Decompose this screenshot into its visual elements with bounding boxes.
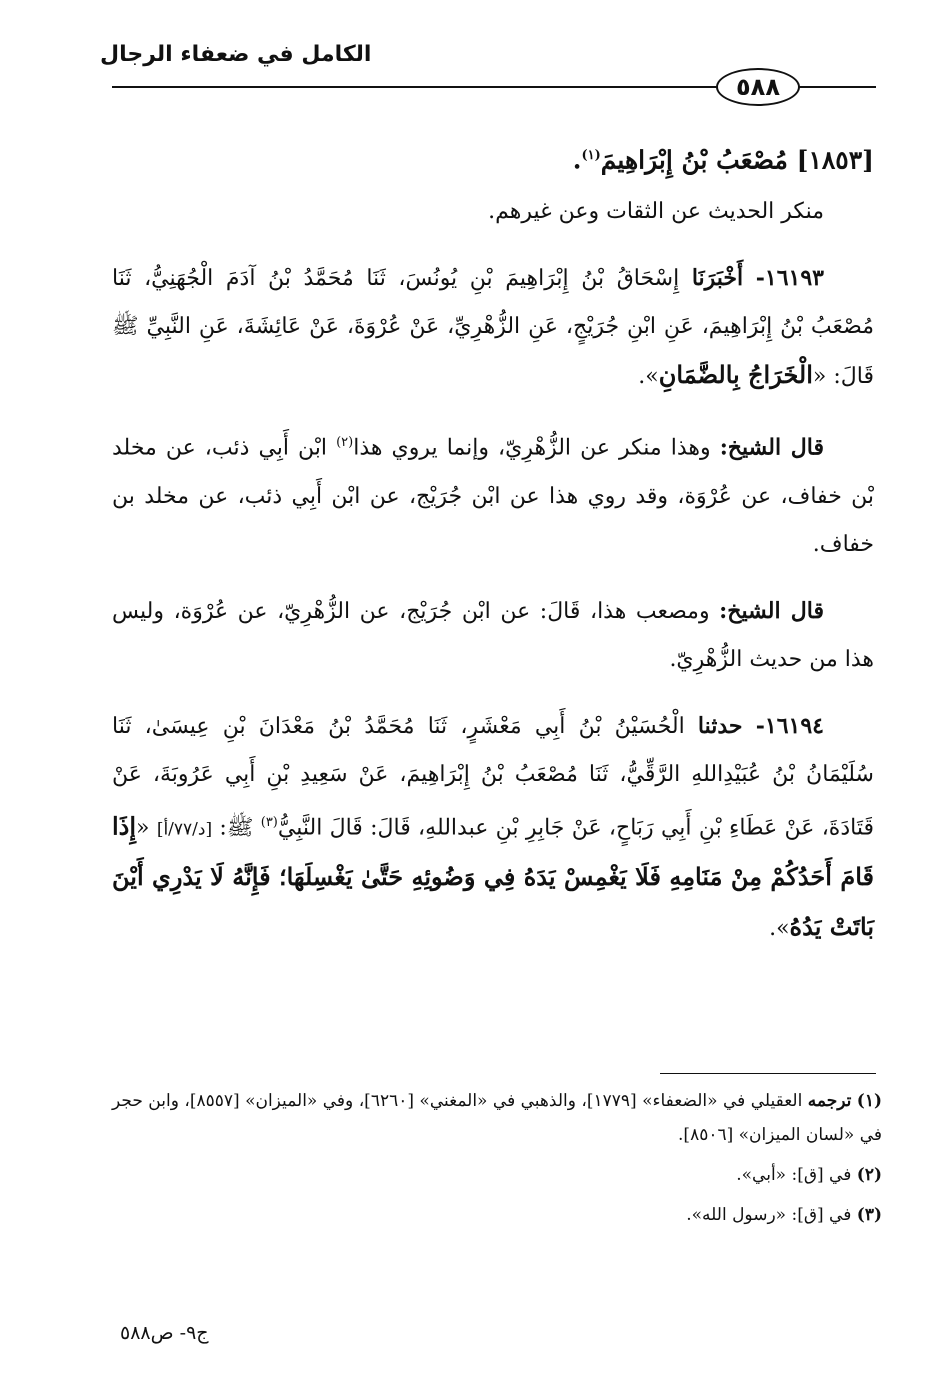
- hadith-isnad: الْحُسَيْنُ بْنُ أَبِي مَعْشَرٍ، ثَنَا مُحَمَّدُ بْنُ مَعْدَانَ بْنِ عِيسَىٰ، ثَنَا سُلَيْمَانُ بْنُ عُبَيْدِاللهِ الرَّقِّيُّ، ثَنَا مُصْعَبُ بْنُ إِبْرَاهِيمَ، عَنْ سَعِيدِ بْنِ أَبِي عَرُوبَةَ، عَنْ قَتَادَةَ، عَنْ عَطَاءِ بْنِ أَبِي رَبَاحٍ، عَنْ جَابِرِ بْنِ عبداللهِ، قَالَ: قَالَ النَّبِيُّ: [112, 713, 874, 840]
- hadith-16194: [112, 702, 874, 953]
- shaykh-text-b: ابْن أَبِي ذئب، عن مخلد بْن خفاف، عن عُرْوَة، وقد روي هذا عن ابْن جُرَيْج، عن ابْن أَبِي ذئب، عن مخلد بن خفاف.: [112, 435, 874, 557]
- footnote-number: (١): [856, 1091, 882, 1111]
- hadith-isnad: إِسْحَاقُ بْنُ إِبْرَاهِيمَ بْنِ يُونُسَ، ثَنَا مُحَمَّدُ بْنُ آدَمَ الْجُهَنِيُّ، ثَنَا مُصْعَبُ بْنُ إِبْرَاهِيمَ، عَنِ ابْنِ جُرَيْجٍ، عَنِ الزُّهْرِيِّ، عَنْ عُرْوَةَ، عَنْ عَائِشَةَ، عَنِ النَّبِيِّ ﷺ قَالَ: «: [112, 266, 874, 390]
- hadith-lead: أَخْبَرَنَا: [691, 265, 744, 292]
- page-number: ٥٨٨: [736, 73, 780, 101]
- shaykh-comment-1: [112, 419, 874, 568]
- footnote-ref-1[interactable]: (١): [581, 148, 601, 163]
- page-number-badge: [716, 68, 800, 106]
- hadith-16193: [112, 254, 874, 401]
- footnote-lead: ترجمه: [807, 1091, 852, 1111]
- entry-name: مُصْعَبُ بْنُ إِبْرَاهِيمَ: [600, 145, 788, 175]
- footnote-number: (٣): [856, 1205, 882, 1225]
- hadith-number: ١٦١٩٣-: [755, 265, 824, 292]
- shaykh-text-a: وهذا منكر عن الزُّهْرِيّ، وإنما يروي هذا: [353, 435, 711, 461]
- footnote-rule: [660, 1073, 876, 1074]
- shaykh-text: ومصعب هذا، قَالَ: عن ابْن جُرَيْج، عن الزُّهْرِيّ، عن عُرْوَة، وليس هذا من حديث الزُّهْرِيّ.: [112, 598, 874, 672]
- running-header-title: الكامل في ضعفاء الرجال: [100, 42, 372, 67]
- footnote-3: [112, 1198, 882, 1232]
- shaykh-comment-2: [112, 587, 874, 684]
- footnote-2: [112, 1158, 882, 1192]
- footnote-text: العقيلي في «الضعفاء» [١٧٧٩]، والذهبي في «المغني» [٦٢٦٠]، وفي «الميزان» [٨٥٥٧]، وابن حجر في «لسان الميزان» [٨٥٠٦].: [112, 1091, 882, 1145]
- footnote-number: (٢): [856, 1165, 882, 1185]
- footnote-ref-3[interactable]: (٣): [260, 814, 278, 830]
- manuscript-ref: [د/٧٧/أ]: [156, 818, 213, 839]
- footnote-1: [112, 1084, 882, 1152]
- footnotes: [112, 1084, 882, 1238]
- page-footer-reference: ج٩- ص٥٨٨: [120, 1322, 209, 1344]
- entry-end: .: [572, 145, 582, 175]
- main-text: [112, 120, 874, 971]
- hadith-salawat: ﷺ:: [219, 814, 254, 840]
- shaykh-label: قال الشيخ:: [719, 597, 824, 624]
- hadith-matn: الْخَرَاجُ بِالضَّمَانِ: [658, 360, 813, 390]
- hadith-open-quote: «: [136, 814, 150, 840]
- entry-number: [١٨٥٣]: [796, 145, 874, 175]
- entry-description: منكر الحديث عن الثقات وعن غيرهم.: [488, 199, 824, 225]
- footnote-ref-2[interactable]: (٢): [336, 435, 354, 451]
- hadith-number: ١٦١٩٤-: [755, 712, 824, 739]
- hadith-lead: حدثنا: [697, 712, 743, 739]
- shaykh-label: قال الشيخ:: [719, 434, 825, 461]
- footnote-text: في [ق]: «رسول الله».: [686, 1205, 852, 1225]
- hadith-end: ».: [638, 364, 659, 390]
- entry-heading: [112, 132, 874, 184]
- hadith-end: ».: [769, 915, 790, 941]
- hadith-matn: إِذَا قَامَ أَحَدُكُمْ مِنْ مَنَامِهِ فَلَا يَغْمِسْ يَدَهُ فِي وَضُوئِهِ حَتَّىٰ يَغْسِلَهَا؛ فَإِنَّهُ لَا يَدْرِي أَيْنَ بَاتَتْ يَدُهُ: [112, 810, 874, 941]
- footnote-text: في [ق]: «أبي».: [736, 1165, 852, 1185]
